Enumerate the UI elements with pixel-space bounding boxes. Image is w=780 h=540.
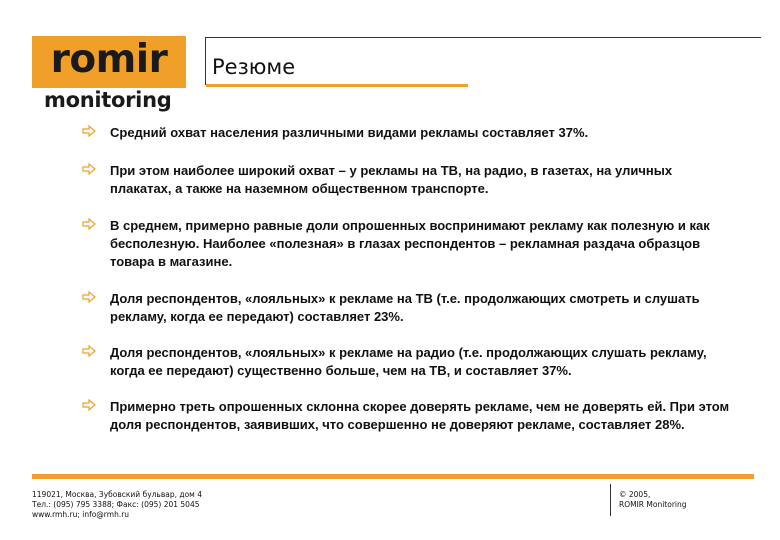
- phone-line: Тел.: (095) 795 3388; Факс: (095) 201 5045: [32, 500, 200, 509]
- page-title: Резюме: [212, 55, 296, 79]
- summary-item-text: Доля респондентов, «лояльных» к рекламе на радио (т.е. продолжающих слушать рекламу, когда ее передают) существенно больше, чем на ТВ, и составляет 37%.: [110, 345, 707, 378]
- summary-item: [82, 344, 732, 380]
- summary-item: [82, 217, 732, 271]
- summary-item: [82, 290, 732, 326]
- copyright-year: © 2005,: [619, 490, 651, 499]
- arrow-right-icon: [82, 345, 96, 357]
- title-underline: [206, 84, 468, 87]
- footer-copyright: [619, 490, 687, 510]
- summary-item: [82, 398, 732, 434]
- arrow-right-icon: [82, 291, 96, 303]
- summary-item-text: Примерно треть опрошенных склонна скорее доверять рекламе, чем не доверять ей. При этом доля респондентов, заявивших, что совершенно не доверяют рекламе, составляет 28%.: [110, 399, 730, 432]
- header-top-rule: [206, 37, 761, 38]
- address-line: 119021, Москва, Зубовский бульвар, дом 4: [32, 490, 202, 499]
- arrow-right-icon: [82, 163, 96, 175]
- arrow-right-icon: [82, 218, 96, 230]
- footer-rule: [32, 474, 754, 479]
- summary-item: [82, 162, 732, 198]
- logo-sub-text: monitoring: [44, 88, 172, 112]
- footer-divider: [610, 484, 611, 516]
- logo-brand-text: romir: [50, 37, 168, 82]
- summary-item-text: В среднем, примерно равные доли опрошенных воспринимают рекламу как полезную и как бесполезную. Наиболее «полезная» в глазах респондентов – рекламная раздача образцов товара в магазине.: [110, 218, 710, 269]
- header-divider: [205, 37, 206, 85]
- arrow-right-icon: [82, 399, 96, 411]
- summary-list: [82, 124, 732, 434]
- summary-item-text: При этом наиболее широкий охват – у рекламы на ТВ, на радио, в газетах, на уличных плакатах, а также на наземном общественном транспорте.: [110, 163, 673, 196]
- copyright-owner: ROMIR Monitoring: [619, 500, 687, 509]
- arrow-right-icon: [82, 125, 96, 137]
- summary-item-text: Доля респондентов, «лояльных» к рекламе на ТВ (т.е. продолжающих смотреть и слушать рекламу, когда ее передают) составляет 23%.: [110, 291, 700, 324]
- romir-logo: [32, 36, 186, 88]
- footer-address: [32, 490, 202, 520]
- contact-line: www.rmh.ru; info@rmh.ru: [32, 510, 130, 519]
- summary-item-text: Средний охват населения различными видами рекламы составляет 37%.: [110, 125, 589, 140]
- summary-item: [82, 124, 732, 142]
